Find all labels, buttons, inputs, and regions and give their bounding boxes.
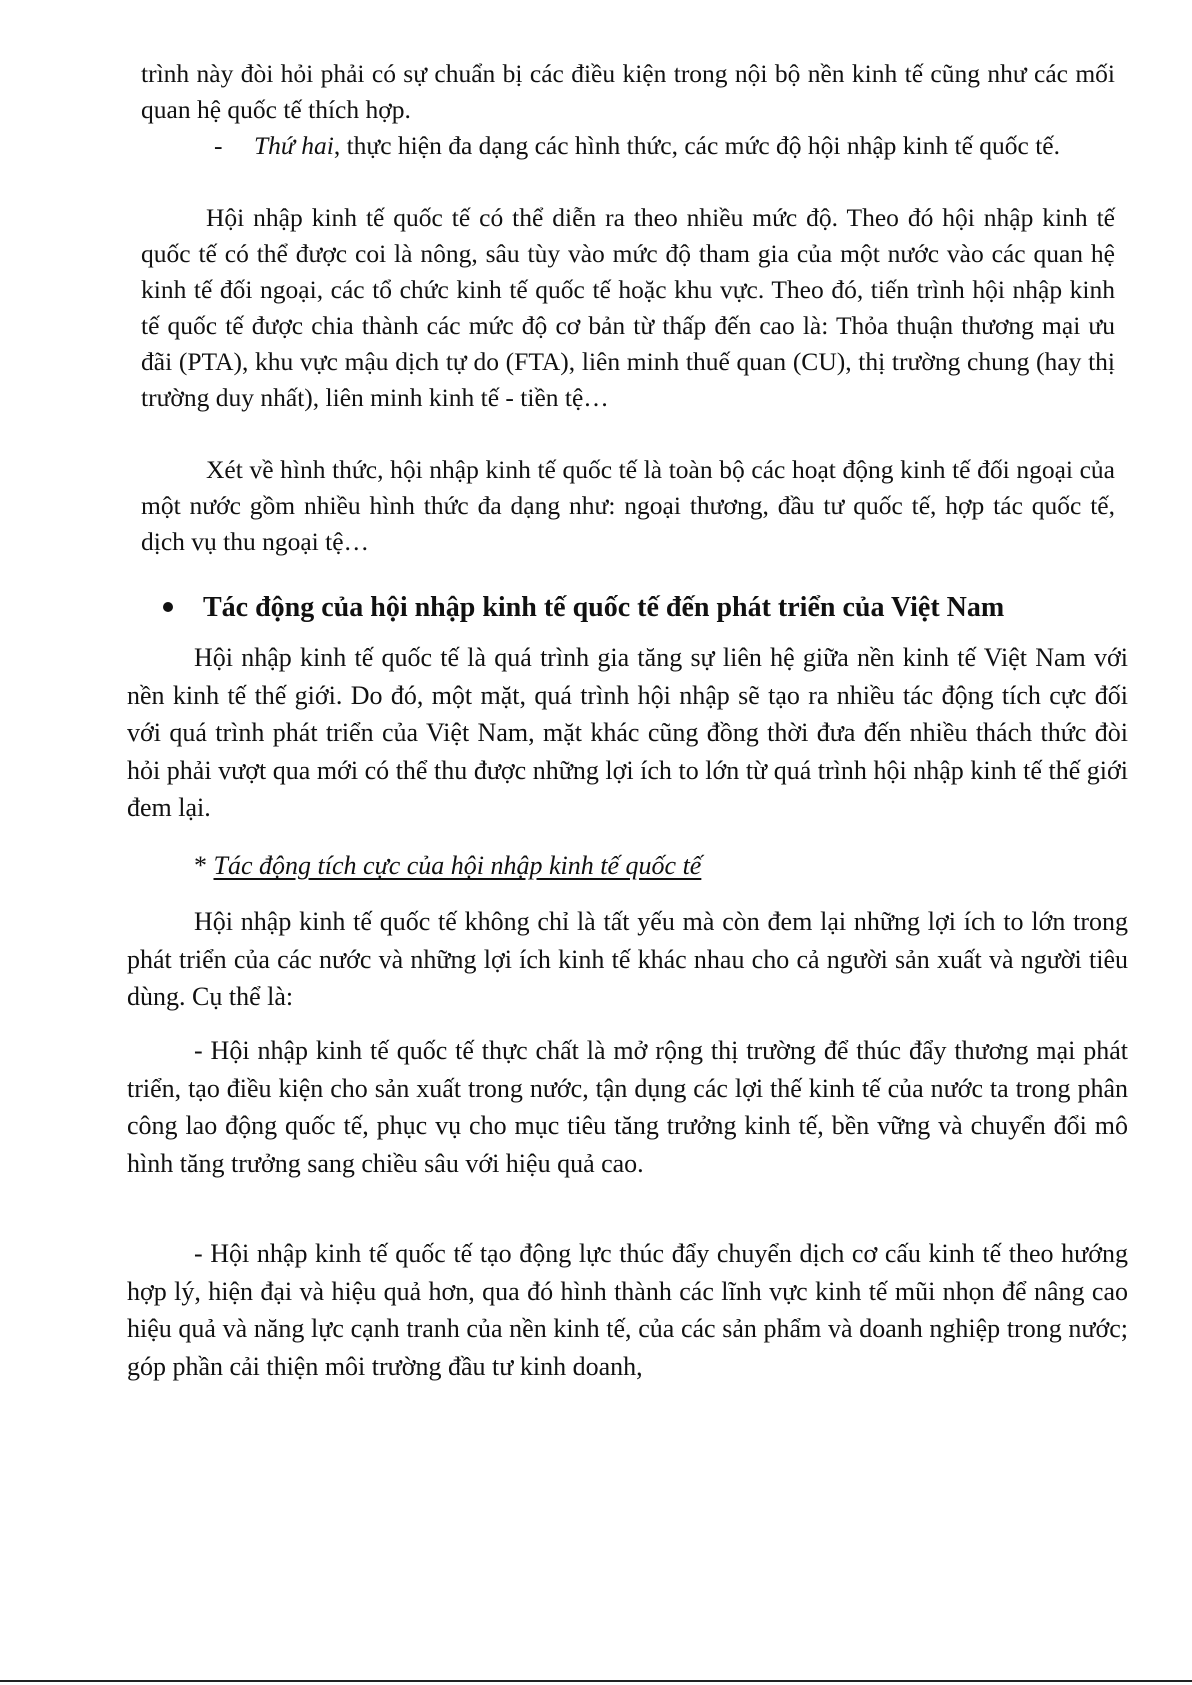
- paragraph-continuation: trình này đòi hỏi phải có sự chuẩn bị các điều kiện trong nội bộ nền kinh tế cũng như các mối quan hệ quốc tế thích hợp.: [141, 59, 1115, 124]
- section-heading: [163, 590, 1123, 626]
- paragraph-intro: Hội nhập kinh tế quốc tế là quá trình gia tăng sự liên hệ giữa nền kinh tế Việt Nam với nền kinh tế thế giới. Do đó, một mặt, quá trình hội nhập sẽ tạo ra nhiều tác động tích cực đối với quá trình phát triển của Việt Nam, mặt khác cũng đồng thời đưa đến nhiều thách thức đòi hỏi phải vượt qua mới có thể thu được những lợi ích to lớn từ quá trình hội nhập kinh tế thế giới đem lại.: [127, 643, 1128, 822]
- paragraph-structure: - Hội nhập kinh tế quốc tế tạo động lực thúc đẩy chuyển dịch cơ cấu kinh tế theo hướng hợp lý, hiện đại và hiệu quả hơn, qua đó hình thành các lĩnh vực kinh tế mũi nhọn để nâng cao hiệu quả và năng lực cạnh tranh của nền kinh tế, của các sản phẩm và doanh nghiệp trong nước; góp phần cải thiện môi trường đầu tư kinh doanh,: [127, 1239, 1128, 1381]
- paragraph-forms: Xét về hình thức, hội nhập kinh tế quốc tế là toàn bộ các hoạt động kinh tế đối ngoại của một nước gồm nhiều hình thức đa dạng như: ngoại thương, đầu tư quốc tế, hợp tác quốc tế, dịch vụ thu ngoại tệ…: [141, 455, 1115, 556]
- subheading-marker: *: [194, 851, 207, 880]
- page-footer-rule: [0, 1680, 1192, 1682]
- paragraph-benefits: Hội nhập kinh tế quốc tế không chỉ là tất yếu mà còn đem lại những lợi ích to lớn trong phát triển của các nước và những lợi ích kinh tế khác nhau cho cả người sản xuất và người tiêu dùng. Cụ thể là:: [127, 907, 1128, 1011]
- second-point-lead: Thứ hai: [254, 131, 334, 160]
- paragraph-market: - Hội nhập kinh tế quốc tế thực chất là mở rộng thị trường để thúc đẩy thương mại phát triển, tạo điều kiện cho sản xuất trong nước, tận dụng các lợi thế kinh tế của nước ta trong phân công lao động quốc tế, phục vụ cho mục tiêu tăng trưởng kinh tế, bền vững và chuyển đổi mô hình tăng trưởng sang chiều sâu với hiệu quả cao.: [127, 1036, 1128, 1178]
- paragraph-levels: Hội nhập kinh tế quốc tế có thể diễn ra theo nhiều mức độ. Theo đó hội nhập kinh tế quốc tế có thể được coi là nông, sâu tùy vào mức độ tham gia của một nước vào các quan hệ kinh tế đối ngoại, các tổ chức kinh tế quốc tế hoặc khu vực. Theo đó, tiến trình hội nhập kinh tế quốc tế được chia thành các mức độ cơ bản từ thấp đến cao là: Thỏa thuận thương mại ưu đãi (PTA), khu vực mậu dịch tự do (FTA), liên minh thuế quan (CU), thị trường chung (hay thị trường duy nhất), liên minh kinh tế - tiền tệ…: [141, 203, 1115, 412]
- second-point-text: , thực hiện đa dạng các hình thức, các mức độ hội nhập kinh tế quốc tế.: [333, 131, 1061, 160]
- bullet-icon: [163, 602, 173, 612]
- subheading-title: Tác động tích cực của hội nhập kinh tế quốc tế: [213, 851, 702, 880]
- subheading: [194, 848, 701, 884]
- list-dash: -: [214, 131, 223, 160]
- section-heading-text: Tác động của hội nhập kinh tế quốc tế đến phát triển của Việt Nam: [203, 592, 1005, 623]
- second-point-item: [214, 128, 1115, 164]
